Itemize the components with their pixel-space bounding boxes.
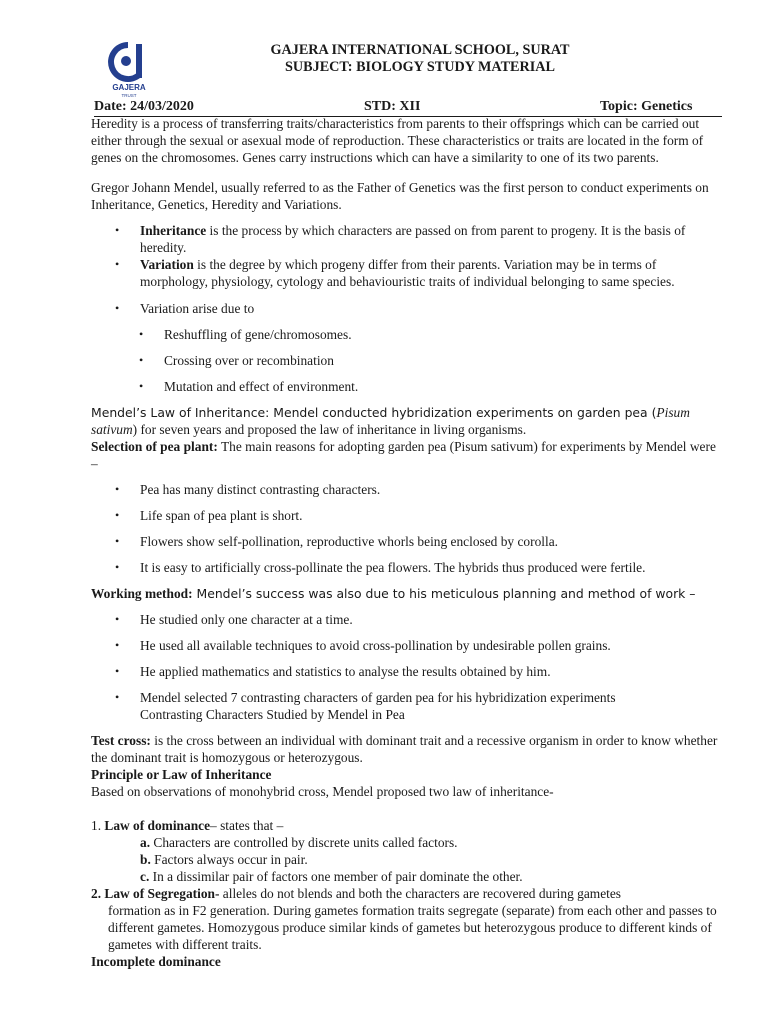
list-item: • Mendel selected 7 contrasting characters of garden pea for his hybridization experiments Contrasting Characters Studied by Mendel in Pea [91, 689, 723, 723]
list-item: • Flowers show self-pollination, reproductive whorls being enclosed by corolla. [91, 533, 723, 550]
list-item: • Variation is the degree by which progeny differ from their parents. Variation may be in terms of morphology, physiology, cytology and behaviouristic traits of individual belonging to same species. [91, 256, 723, 290]
intro-paragraph: Heredity is a process of transferring traits/characteristics from parents to their offsprings which can be carried out either through the sexual or asexual mode of reproduction. These characteristics or traits are located in the form of genes on the chromosomes. Genes carry instructions which can have a similarity to one of its two parents. [91, 116, 704, 165]
list-item: • He studied only one character at a time. [91, 611, 723, 628]
selection-paragraph: Selection of pea plant: The main reasons for adopting garden pea (Pisum sativum) for experiments by Mendel were – [91, 439, 716, 471]
working-method-list [91, 611, 723, 723]
std: STD: XII [364, 99, 421, 114]
document-body [91, 115, 723, 970]
list-item: • He used all available techniques to avoid cross-pollination by undesirable pollen grains. [91, 637, 723, 654]
variation-sublist [91, 326, 723, 395]
mendel-intro-paragraph: Gregor Johann Mendel, usually referred to as the Father of Genetics was the first person to conduct experiments on Inheritance, Genetics, Heredity and Variations. [91, 180, 709, 212]
test-cross-paragraph: Test cross: is the cross between an individual with dominant trait and a recessive organism in order to know whether the dominant trait is homozygous or heterozygous. [91, 733, 718, 765]
list-item: • Pea has many distinct contrasting characters. [91, 481, 723, 498]
date: Date: 24/03/2020 [94, 99, 194, 114]
svg-text:TRUST: TRUST [121, 93, 137, 98]
segregation-continuation: formation as in F2 generation. During gametes formation traits segregate (separate) from each other and passes to different gametes. Homozygous produce similar kinds of gametes but heterozygous produce to different kinds of gametes with different traits. [108, 903, 717, 952]
principle-paragraph: Based on observations of monohybrid cross, Mendel proposed two law of inheritance- [91, 784, 554, 799]
dominance-point: b. Factors always occur in pair. [140, 852, 308, 867]
law-of-segregation: 2. Law of Segregation- alleles do not blends and both the characters are recovered during gametes [91, 886, 622, 901]
dominance-point: c. In a dissimilar pair of factors one member of pair dominate the other. [140, 869, 523, 884]
list-item: • Inheritance is the process by which characters are passed on from parent to progeny. It is the basis of heredity. [91, 222, 723, 256]
principle-heading: Principle or Law of Inheritance [91, 767, 272, 782]
document-header [160, 42, 680, 76]
list-item: • It is easy to artificially cross-pollinate the pea flowers. The hybrids thus produced were fertile. [91, 559, 723, 576]
incomplete-dominance-heading: Incomplete dominance [91, 954, 221, 969]
subject-title: SUBJECT: BIOLOGY STUDY MATERIAL [285, 59, 555, 75]
gajera-logo [104, 42, 154, 100]
definitions-list [91, 222, 723, 290]
school-name: GAJERA INTERNATIONAL SCHOOL, SURAT [270, 42, 570, 58]
list-item: • Reshuffling of gene/chromosomes. [91, 326, 723, 343]
list-item: • Crossing over or recombination [91, 352, 723, 369]
variation-cause-list [91, 300, 723, 317]
law-of-dominance: 1. Law of dominance– states that – [91, 818, 284, 833]
dominance-point: a. Characters are controlled by discrete units called factors. [140, 835, 458, 850]
list-item: • He applied mathematics and statistics to analyse the results obtained by him. [91, 663, 723, 680]
topic: Topic: Genetics [600, 99, 693, 114]
list-item: • Variation arise due to [91, 300, 723, 317]
selection-list [91, 481, 723, 576]
list-item: • Life span of pea plant is short. [91, 507, 723, 524]
svg-text:GAJERA: GAJERA [112, 83, 146, 92]
working-method-paragraph: Working method: Mendel’s success was also due to his meticulous planning and method of work – [91, 586, 696, 601]
mendel-law-paragraph: Mendel’s Law of Inheritance: Mendel conducted hybridization experiments on garden pea (Pisum sativum) for seven years and proposed the law of inheritance in living organisms. [91, 405, 690, 437]
list-item: • Mutation and effect of environment. [91, 378, 723, 395]
